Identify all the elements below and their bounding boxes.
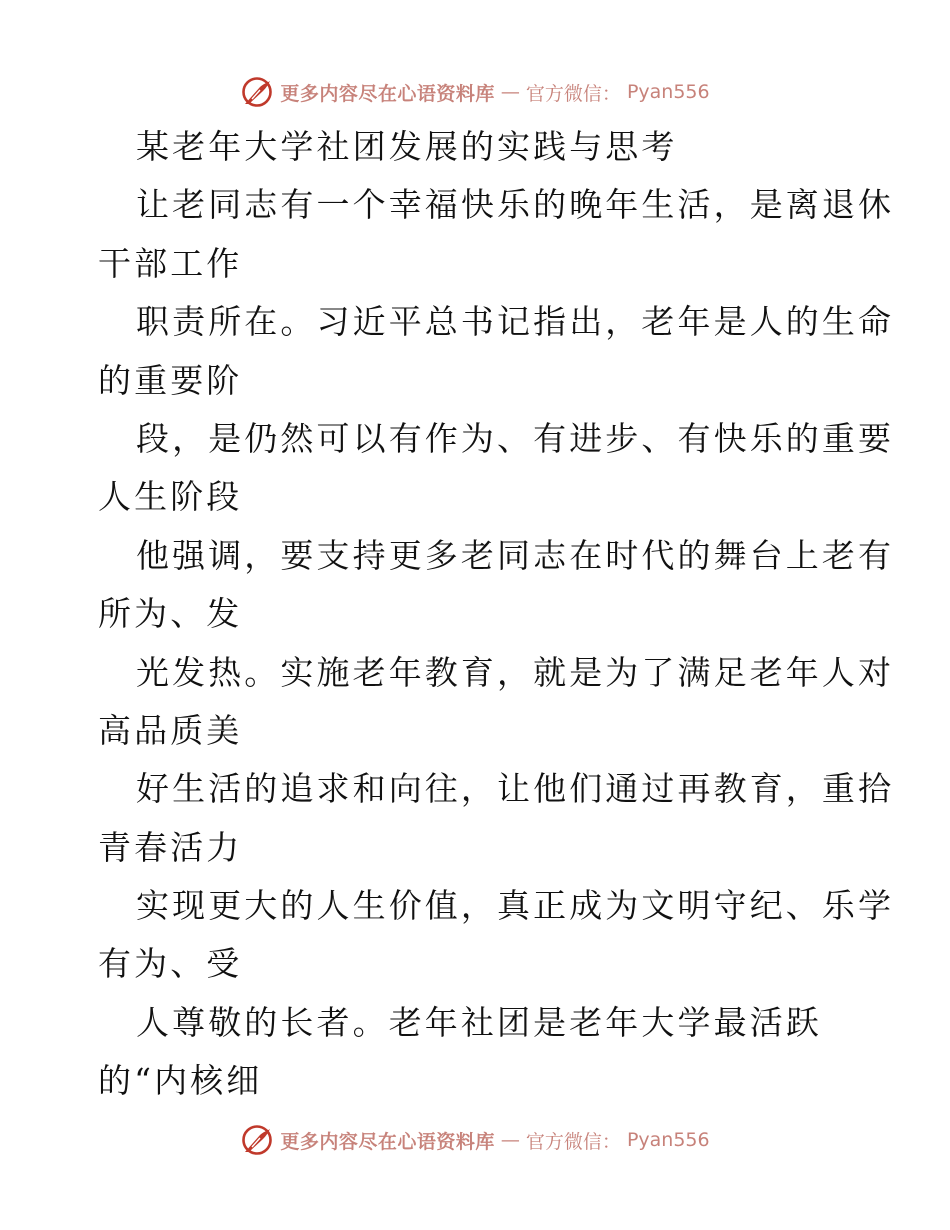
header-brand-text: 更多内容尽在心语资料库 — [280, 82, 495, 105]
text-line: 有为、受 — [98, 944, 243, 984]
header-wechat-handle: Pyan556 — [626, 81, 710, 103]
text-line: 所为、发 — [98, 594, 243, 634]
footer-wechat-handle: Pyan556 — [626, 1129, 710, 1151]
text-line: 段，是仍然可以有作为、有进步、有快乐的重要 — [136, 418, 895, 458]
quill-pen-logo-icon — [240, 75, 274, 109]
text-line: 人生阶段 — [98, 477, 243, 517]
text-line: 光发热。实施老年教育，就是为了满足老年人对 — [136, 652, 895, 692]
header-watermark — [0, 72, 950, 112]
document-title: 某老年大学社团发展的实践与思考 — [136, 127, 678, 166]
text-line: 职责所在。习近平总书记指出，老年是人的生命 — [136, 302, 895, 342]
text-line: 他强调，要支持更多老同志在时代的舞台上老有 — [136, 535, 895, 575]
footer-wechat-label: 官方微信： — [525, 1130, 621, 1153]
text-line: 让老同志有一个幸福快乐的晚年生活，是离退休 — [136, 185, 895, 225]
text-line: 实现更大的人生价值，真正成为文明守纪、乐学 — [136, 886, 895, 926]
text-line: 青春活力 — [98, 827, 243, 867]
text-line: 干部工作 — [98, 243, 243, 283]
footer-dash: — — [500, 1129, 520, 1151]
footer-watermark — [0, 1120, 950, 1160]
text-line: 高品质美 — [98, 710, 243, 750]
text-line: 的重要阶 — [98, 360, 243, 400]
text-line: 的“内核细 — [98, 1061, 263, 1101]
text-line: 人尊敬的长者。老年社团是老年大学最活跃 — [136, 1002, 822, 1042]
document-body — [98, 118, 895, 1111]
text-line: 好生活的追求和向往，让他们通过再教育，重拾 — [136, 769, 895, 809]
quill-pen-logo-icon — [240, 1123, 274, 1157]
header-wechat-label: 官方微信： — [525, 82, 621, 105]
footer-brand-text: 更多内容尽在心语资料库 — [280, 1130, 495, 1153]
header-dash: — — [500, 81, 520, 103]
